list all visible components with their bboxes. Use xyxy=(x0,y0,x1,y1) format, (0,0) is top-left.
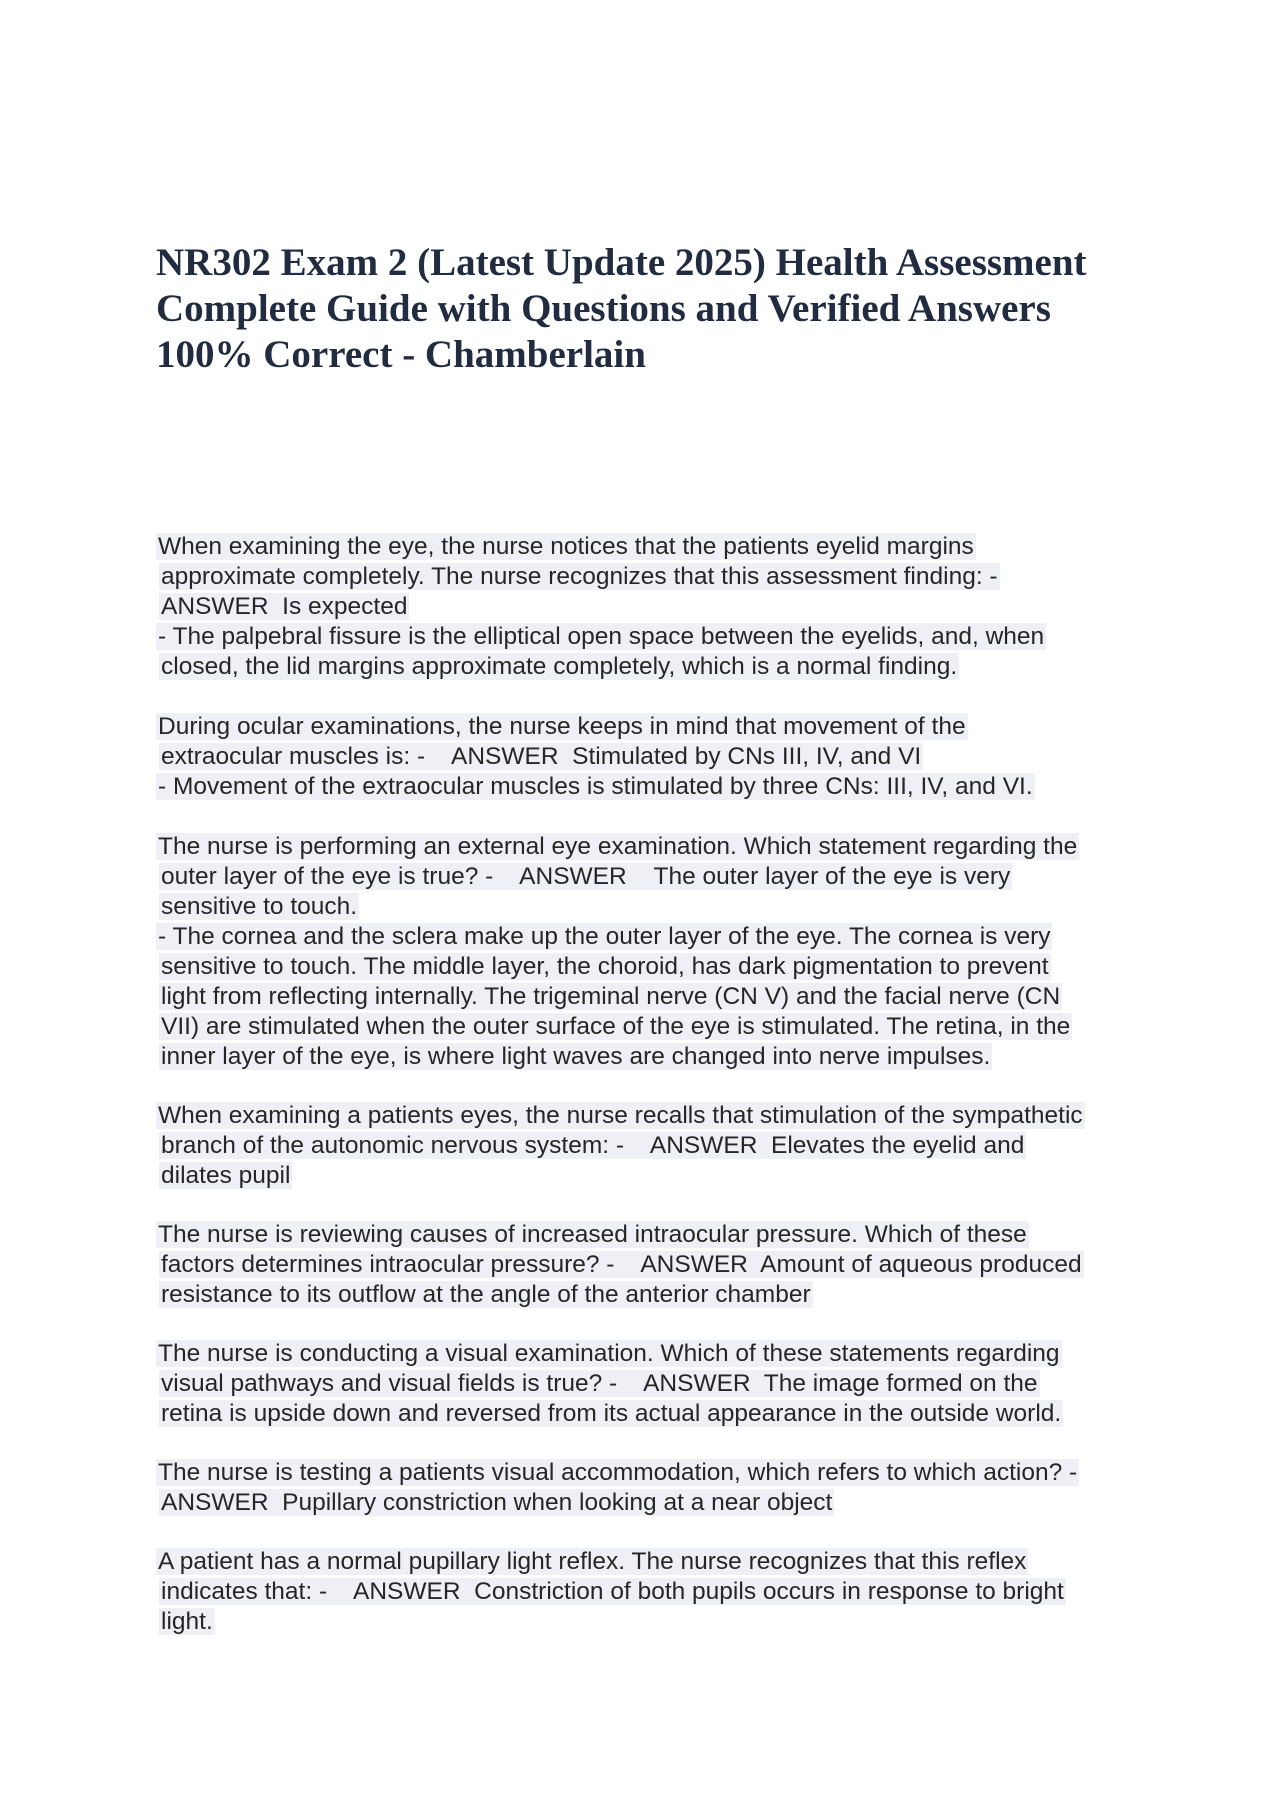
question-text: During ocular examinations, the nurse keeps in mind that movement of the xyxy=(158,713,966,740)
qa-block xyxy=(156,832,1156,1072)
qa-block xyxy=(156,1101,1156,1191)
rationale-text: inner layer of the eye, is where light waves are changed into nerve impulses. xyxy=(161,1043,991,1070)
rationale-text: closed, the lid margins approximate completely, which is a normal finding. xyxy=(161,653,958,680)
question-text: The nurse is performing an external eye examination. Which statement regarding the xyxy=(158,833,1078,860)
answer-text: sensitive to touch. xyxy=(161,893,358,920)
answer-text: factors determines intraocular pressure? - ANSWER Amount of aqueous produced xyxy=(161,1251,1082,1278)
answer-text: branch of the autonomic nervous system: - ANSWER Elevates the eyelid and xyxy=(161,1132,1025,1159)
answer-text: extraocular muscles is: - ANSWER Stimulated by CNs III, IV, and VI xyxy=(161,743,922,770)
answer-text: ANSWER Is expected xyxy=(161,593,408,620)
qa-block xyxy=(156,1458,1156,1518)
qa-block xyxy=(156,1339,1156,1429)
question-text: When examining the eye, the nurse notices that the patients eyelid margins xyxy=(158,533,974,560)
question-text: A patient has a normal pupillary light reflex. The nurse recognizes that this reflex xyxy=(158,1548,1027,1575)
title-line: 100% Correct - Chamberlain xyxy=(156,333,646,376)
qa-block xyxy=(156,1220,1156,1310)
title-line: NR302 Exam 2 (Latest Update 2025) Health Assessment xyxy=(156,241,1087,284)
rationale-text: - The cornea and the sclera make up the outer layer of the eye. The cornea is very xyxy=(158,923,1051,950)
rationale-text: sensitive to touch. The middle layer, the choroid, has dark pigmentation to prevent xyxy=(161,953,1049,980)
rationale-text: - The palpebral fissure is the elliptical open space between the eyelids, and, when xyxy=(158,623,1045,650)
answer-text: resistance to its outflow at the angle of the anterior chamber xyxy=(161,1281,811,1308)
answer-text: indicates that: - ANSWER Constriction of both pupils occurs in response to bright xyxy=(161,1578,1064,1605)
document-title xyxy=(156,240,1136,378)
qa-block xyxy=(156,712,1156,802)
rationale-text: VII) are stimulated when the outer surface of the eye is stimulated. The retina, in the xyxy=(161,1013,1071,1040)
answer-text: retina is upside down and reversed from its actual appearance in the outside world. xyxy=(161,1400,1062,1427)
answer-text: light. xyxy=(161,1608,213,1635)
answer-text: dilates pupil xyxy=(161,1162,291,1189)
answer-text: ANSWER Pupillary constriction when looking at a near object xyxy=(161,1489,833,1516)
question-text: The nurse is reviewing causes of increased intraocular pressure. Which of these xyxy=(158,1221,1027,1248)
title-line: Complete Guide with Questions and Verified Answers xyxy=(156,287,1051,330)
rationale-text: light from reflecting internally. The trigeminal nerve (CN V) and the facial nerve (CN xyxy=(161,983,1061,1010)
answer-text: visual pathways and visual fields is true? - ANSWER The image formed on the xyxy=(161,1370,1038,1397)
question-text: When examining a patients eyes, the nurse recalls that stimulation of the sympathetic xyxy=(158,1102,1083,1129)
question-text: The nurse is testing a patients visual accommodation, which refers to which action? - xyxy=(158,1459,1078,1486)
question-text: approximate completely. The nurse recognizes that this assessment finding: - xyxy=(161,563,998,590)
rationale-text: - Movement of the extraocular muscles is stimulated by three CNs: III, IV, and VI. xyxy=(158,773,1033,800)
qa-block xyxy=(156,1547,1156,1637)
question-text: The nurse is conducting a visual examination. Which of these statements regarding xyxy=(158,1340,1060,1367)
qa-block xyxy=(156,532,1156,682)
answer-text: outer layer of the eye is true? - ANSWER The outer layer of the eye is very xyxy=(161,863,1011,890)
